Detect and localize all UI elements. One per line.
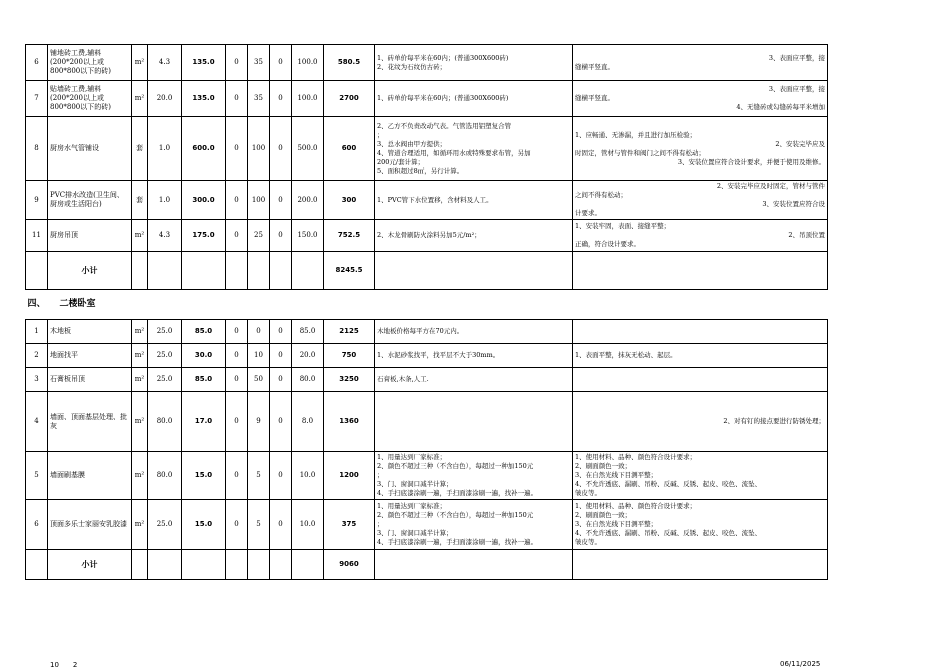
material-note [375, 500, 573, 550]
line-total: 580.5 [324, 45, 375, 81]
text-line: 2、安装完毕应及时固定，管材与管件 [716, 182, 825, 190]
text-line: 石膏板,木条,人工. [377, 375, 429, 383]
table-row [26, 392, 828, 452]
row-number: 9 [26, 181, 48, 220]
unit: m² [132, 45, 148, 81]
blank-cell [270, 252, 292, 290]
blank-cell [573, 550, 828, 580]
quality-requirement [573, 45, 828, 81]
table-row [26, 220, 828, 252]
print-date: 06/11/2025 [780, 660, 821, 668]
quantity: 20.0 [148, 81, 182, 117]
subtotal-label: 小计 [48, 550, 132, 580]
unit-price: 17.0 [182, 392, 226, 452]
text-line: 1、砖单价每平米在60内；(普通300X600砖) [377, 53, 509, 62]
blank-cell [182, 290, 828, 320]
text-line: 3、门、窗洞口减半计算； [377, 529, 453, 537]
item-name: 铺地砖工费,辅料(200*200以上或800*800以下的砖) [48, 45, 132, 81]
text-line: 3、表面应平整，接 [768, 85, 825, 93]
table-row [26, 452, 828, 500]
row-number: 6 [26, 45, 48, 81]
row-number: 4 [26, 392, 48, 452]
text-line: 2、对有钉的接点要进行防锈处理； [723, 417, 825, 425]
cost-col-4: 20.0 [292, 344, 324, 368]
unit: 套 [132, 117, 148, 181]
unit-price: 300.0 [182, 181, 226, 220]
unit: m² [132, 392, 148, 452]
quality-requirement [573, 181, 828, 220]
blank-cell [148, 252, 182, 290]
text-line: 2、颜色不超过三种（不含白色），每超过一种加150元 [377, 462, 534, 470]
text-line: 计要求。 [575, 209, 601, 217]
unit: 套 [132, 181, 148, 220]
cost-col-1: 0 [226, 45, 248, 81]
quality-requirement [573, 117, 828, 181]
row-number: 8 [26, 117, 48, 181]
blank-cell [375, 252, 573, 290]
cost-col-1: 0 [226, 81, 248, 117]
text-line: 2、安装完毕应及 [775, 139, 825, 148]
quantity: 80.0 [148, 392, 182, 452]
cost-col-2: 50 [248, 368, 270, 392]
table-row [26, 181, 828, 220]
line-total: 2125 [324, 320, 375, 344]
text-line: 时固定，管材与管件和阀门之间不得有松动； [575, 148, 705, 157]
text-line: 5、面积超过8㎡，另行计算。 [377, 166, 464, 175]
quality-requirement [573, 81, 828, 117]
line-total: 750 [324, 344, 375, 368]
item-name: 贴墙砖工费,辅料(200*200以上或800*800以下的砖) [48, 81, 132, 117]
text-line: 1、用量达到厂家标准； [377, 502, 447, 510]
cost-col-3: 0 [270, 392, 292, 452]
cost-col-3: 0 [270, 220, 292, 252]
unit: m² [132, 452, 148, 500]
quality-requirement [573, 344, 828, 368]
cost-col-1: 0 [226, 344, 248, 368]
blank-cell [573, 252, 828, 290]
quality-requirement [573, 452, 828, 500]
table-row [26, 500, 828, 550]
table-row [26, 45, 828, 81]
cost-col-3: 0 [270, 320, 292, 344]
line-total: 300 [324, 181, 375, 220]
cost-col-2: 10 [248, 344, 270, 368]
table-row [26, 320, 828, 344]
item-name: 石膏板吊顶 [48, 368, 132, 392]
subtotal-value: 9060 [324, 550, 375, 580]
line-total: 752.5 [324, 220, 375, 252]
item-name: PVC排水改造(卫生间、厨房或生活阳台) [48, 181, 132, 220]
unit-price: 15.0 [182, 500, 226, 550]
text-line: 木地板价格每平方在70元内。 [377, 327, 464, 335]
quantity: 25.0 [148, 344, 182, 368]
material-note [375, 81, 573, 117]
quote-table [25, 44, 828, 580]
quantity: 80.0 [148, 452, 182, 500]
unit: m² [132, 368, 148, 392]
cost-col-4: 150.0 [292, 220, 324, 252]
cost-col-2: 100 [248, 117, 270, 181]
unit: m² [132, 344, 148, 368]
text-line: 1、安装牢固，表面、接缝平整； [575, 222, 671, 230]
text-line: ； [377, 471, 384, 479]
material-note [375, 368, 573, 392]
text-line: 1、表面平整，抹灰无松动、起层。 [575, 351, 677, 359]
blank-cell [375, 550, 573, 580]
row-number: 3 [26, 368, 48, 392]
line-total: 1200 [324, 452, 375, 500]
text-line: 3、门、窗洞口减半计算； [377, 480, 453, 488]
text-line: 2、颜色不超过三种（不含白色），每超过一种加150元 [377, 511, 534, 519]
unit-price: 135.0 [182, 81, 226, 117]
text-line: 正确，符合设计要求。 [575, 240, 640, 248]
item-name: 墙面刷基膜 [48, 452, 132, 500]
unit: m² [132, 500, 148, 550]
blank-cell [292, 550, 324, 580]
section-header-row [26, 290, 828, 320]
text-line: 2、刷面颜色一致； [575, 511, 632, 519]
subtotal-row [26, 550, 828, 580]
blank-cell [182, 550, 226, 580]
cost-col-4: 200.0 [292, 181, 324, 220]
cost-col-2: 0 [248, 320, 270, 344]
unit-price: 135.0 [182, 45, 226, 81]
cost-col-1: 0 [226, 181, 248, 220]
blank-cell [248, 252, 270, 290]
text-line: 3、总水阀由甲方提供； [377, 139, 447, 148]
table-row [26, 368, 828, 392]
row-number: 1 [26, 320, 48, 344]
row-number: 6 [26, 500, 48, 550]
text-line: 2、花纹为石纹仿古砖； [377, 62, 447, 71]
text-line: 200元/套计算； [377, 157, 425, 166]
section-number: 四、 [27, 299, 46, 309]
blank-cell [248, 550, 270, 580]
unit-price: 85.0 [182, 320, 226, 344]
material-note [375, 392, 573, 452]
row-number: 2 [26, 344, 48, 368]
blank-cell [132, 252, 148, 290]
material-note [375, 344, 573, 368]
text-line: 4、手扫底漆涂刷一遍，手扫面漆涂刷一遍，找补一遍。 [377, 489, 538, 497]
text-line: 4、不允许透底、漏刷、吊粉、反碱、反锈、起皮、咬色、流坠、 [575, 480, 762, 488]
item-name: 顶面多乐士家丽安乳胶漆 [48, 500, 132, 550]
blank-cell [132, 550, 148, 580]
material-note [375, 320, 573, 344]
table-row [26, 81, 828, 117]
material-note [375, 452, 573, 500]
cost-col-2: 100 [248, 181, 270, 220]
cost-col-1: 0 [226, 220, 248, 252]
quantity: 25.0 [148, 500, 182, 550]
material-note [375, 117, 573, 181]
text-line: 缝横平竖直。 [575, 94, 614, 102]
quantity: 25.0 [148, 320, 182, 344]
cost-col-2: 35 [248, 45, 270, 81]
row-number: 7 [26, 81, 48, 117]
section-title: 二楼卧室 [59, 299, 96, 309]
cost-col-2: 9 [248, 392, 270, 452]
quality-requirement [573, 500, 828, 550]
quality-requirement [573, 220, 828, 252]
text-line: 1、用量达到厂家标准； [377, 453, 447, 461]
text-line: 4、管道合理适用，如循环用水或特殊要求布管，另加 [377, 148, 531, 157]
unit: m² [132, 320, 148, 344]
material-note [375, 220, 573, 252]
cost-col-4: 8.0 [292, 392, 324, 452]
blank-cell [26, 550, 48, 580]
cost-col-1: 0 [226, 392, 248, 452]
page-number: 10 2 [50, 661, 78, 669]
subtotal-row [26, 252, 828, 290]
cost-col-4: 85.0 [292, 320, 324, 344]
line-total: 375 [324, 500, 375, 550]
text-line: 1、砖单价每平米在60内；(普通300X600砖) [377, 94, 509, 102]
text-line: ； [377, 520, 384, 528]
blank-cell [292, 252, 324, 290]
text-line: 3、安装位置应符合设计要求，并便于使用及维修。 [677, 157, 825, 166]
cost-col-3: 0 [270, 500, 292, 550]
line-total: 1360 [324, 392, 375, 452]
material-note [375, 45, 573, 81]
text-line: 3、安装位置应符合设 [762, 200, 825, 208]
cost-col-4: 100.0 [292, 81, 324, 117]
quality-requirement [573, 368, 828, 392]
item-name: 墙面、顶面基层处理、批灰 [48, 392, 132, 452]
cost-col-3: 0 [270, 45, 292, 81]
cost-col-4: 10.0 [292, 452, 324, 500]
blank-cell [26, 252, 48, 290]
item-name: 厨房水气管铺设 [48, 117, 132, 181]
text-line: 1、水泥砂浆找平，找平层不大于30mm。 [377, 351, 500, 359]
cost-col-1: 0 [226, 320, 248, 344]
cost-col-3: 0 [270, 81, 292, 117]
unit: m² [132, 81, 148, 117]
cost-col-4: 500.0 [292, 117, 324, 181]
quantity: 25.0 [148, 368, 182, 392]
line-total: 2700 [324, 81, 375, 117]
line-total: 600 [324, 117, 375, 181]
text-line: 4、不允许透底、漏刷、吊粉、反碱、反锈、起皮、咬色、流坠、 [575, 529, 762, 537]
quality-requirement [573, 392, 828, 452]
text-line: 皱皮等。 [575, 538, 601, 546]
text-line: 3、在自然光线下目测平整； [575, 471, 658, 479]
subtotal-label: 小计 [48, 252, 132, 290]
unit-price: 600.0 [182, 117, 226, 181]
text-line: 1、使用材料、品种、颜色符合设计要求； [575, 453, 697, 461]
row-number: 5 [26, 452, 48, 500]
quantity: 4.3 [148, 45, 182, 81]
subtotal-value: 8245.5 [324, 252, 375, 290]
text-line: 2、木龙骨刷防火涂料另加5元/m²； [377, 231, 481, 239]
item-name: 木地板 [48, 320, 132, 344]
text-line: 皱皮等。 [575, 489, 601, 497]
text-line: 1、使用材料、品种、颜色符合设计要求； [575, 502, 697, 510]
text-line: 1、PVC管下水位置移，含材料及人工。 [377, 195, 493, 204]
unit: m² [132, 220, 148, 252]
unit-price: 175.0 [182, 220, 226, 252]
quality-requirement [573, 320, 828, 344]
cost-col-1: 0 [226, 368, 248, 392]
table-row [26, 117, 828, 181]
material-note [375, 181, 573, 220]
item-name: 地面找平 [48, 344, 132, 368]
text-line: 3、在自然光线下目测平整； [575, 520, 658, 528]
text-line: 2、乙方不负责改动气表。气管选用铝塑复合管 [377, 121, 512, 130]
text-line: 1、应畅通、无渗漏，并且进行加压检验； [575, 130, 697, 139]
cost-col-4: 100.0 [292, 45, 324, 81]
text-line: 3、表面应平整，接 [768, 53, 825, 62]
text-line: 缝横平竖直。 [575, 62, 614, 71]
text-line: 4、无缝砖或勾缝砖每平米增加 [736, 103, 825, 111]
blank-cell [148, 550, 182, 580]
cost-col-3: 0 [270, 344, 292, 368]
line-total: 3250 [324, 368, 375, 392]
text-line: 4、手扫底漆涂刷一遍，手扫面漆涂刷一遍，找补一遍。 [377, 538, 538, 546]
quantity: 4.3 [148, 220, 182, 252]
unit-price: 85.0 [182, 368, 226, 392]
blank-cell [182, 252, 226, 290]
blank-cell [226, 550, 248, 580]
text-line: 之间不得有松动； [575, 191, 627, 199]
blank-cell [270, 550, 292, 580]
table-row [26, 344, 828, 368]
blank-cell [226, 252, 248, 290]
cost-col-3: 0 [270, 368, 292, 392]
cost-col-4: 80.0 [292, 368, 324, 392]
text-line: ； [377, 130, 384, 139]
cost-col-1: 0 [226, 117, 248, 181]
cost-col-2: 5 [248, 500, 270, 550]
cost-col-3: 0 [270, 452, 292, 500]
cost-col-4: 10.0 [292, 500, 324, 550]
row-number: 11 [26, 220, 48, 252]
text-line: 2、刷面颜色一致； [575, 462, 632, 470]
text-line: 2、吊顶位置 [788, 231, 825, 239]
cost-col-2: 5 [248, 452, 270, 500]
unit-price: 15.0 [182, 452, 226, 500]
unit-price: 30.0 [182, 344, 226, 368]
cost-col-3: 0 [270, 117, 292, 181]
cost-col-2: 25 [248, 220, 270, 252]
cost-col-1: 0 [226, 500, 248, 550]
cost-col-1: 0 [226, 452, 248, 500]
quantity: 1.0 [148, 117, 182, 181]
quantity: 1.0 [148, 181, 182, 220]
cost-col-2: 35 [248, 81, 270, 117]
cost-col-3: 0 [270, 181, 292, 220]
item-name: 厨房吊顶 [48, 220, 132, 252]
